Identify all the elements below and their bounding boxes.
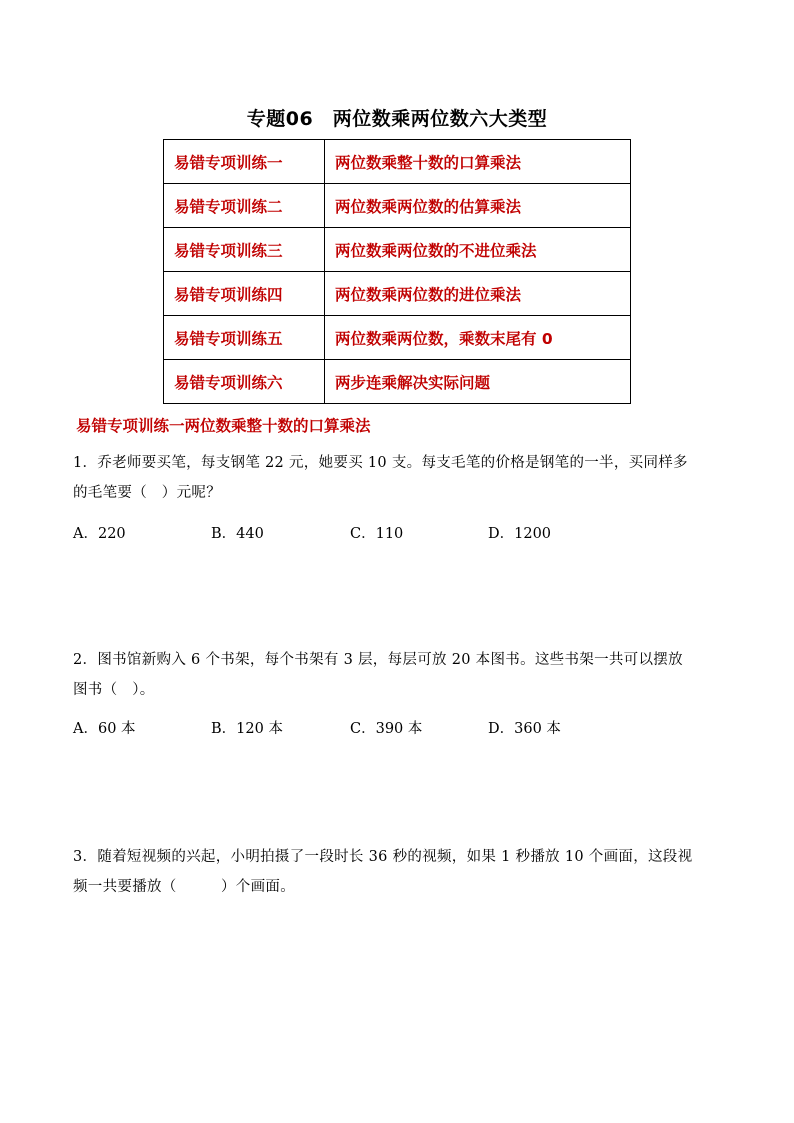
topic-row [164, 360, 631, 404]
topic-row [164, 228, 631, 272]
option-c[interactable]: C．390 本 [350, 721, 423, 737]
option-d[interactable]: D．360 本 [488, 721, 561, 737]
topic-description: 两位数乘两位数的不进位乘法 [325, 228, 631, 272]
topic-row [164, 272, 631, 316]
topic-description: 两位数乘整十数的口算乘法 [325, 140, 631, 184]
topic-label: 易错专项训练二 [164, 184, 325, 228]
option-d[interactable]: D．1200 [488, 526, 552, 542]
topic-description: 两位数乘两位数的进位乘法 [325, 272, 631, 316]
option-b[interactable]: B．120 本 [211, 721, 283, 737]
question-text-line: 频一共要播放（ ）个画面。 [73, 879, 295, 895]
topic-row [164, 316, 631, 360]
topic-row [164, 184, 631, 228]
section-heading: 易错专项训练一两位数乘整十数的口算乘法 [76, 417, 371, 435]
option-a[interactable]: A．60 本 [73, 721, 136, 737]
question-text-line: 3．随着短视频的兴起，小明拍摄了一段时长 36 秒的视频，如果 1 秒播放 10 个画面，这段视 [73, 849, 693, 865]
topic-description: 两位数乘两位数的估算乘法 [325, 184, 631, 228]
option-a[interactable]: A．220 [73, 526, 126, 542]
question-text-line: 的毛笔要（ ）元呢？ [73, 485, 221, 501]
topic-label: 易错专项训练四 [164, 272, 325, 316]
option-b[interactable]: B．440 [211, 526, 264, 542]
topic-label: 易错专项训练三 [164, 228, 325, 272]
question-text-line: 2．图书馆新购入 6 个书架，每个书架有 3 层，每层可放 20 本图书。这些书架一共可以摆放 [73, 652, 683, 668]
question-1 [73, 448, 723, 508]
question-text-line: 1．乔老师要买笔，每支钢笔 22 元，她要买 10 支。每支毛笔的价格是钢笔的一半，买同样多 [73, 455, 688, 471]
option-c[interactable]: C．110 [350, 526, 404, 542]
topic-label: 易错专项训练一 [164, 140, 325, 184]
page-title: 专题06 两位数乘两位数六大类型 [246, 108, 548, 130]
topic-description: 两步连乘解决实际问题 [325, 360, 631, 404]
topic-description: 两位数乘两位数，乘数末尾有 0 [325, 316, 631, 360]
topic-label: 易错专项训练五 [164, 316, 325, 360]
topic-row [164, 140, 631, 184]
question-2 [73, 645, 723, 705]
question-text-line: 图书（ ）。 [73, 682, 155, 698]
question-3 [73, 842, 723, 902]
topic-label: 易错专项训练六 [164, 360, 325, 404]
topic-table [163, 139, 631, 404]
